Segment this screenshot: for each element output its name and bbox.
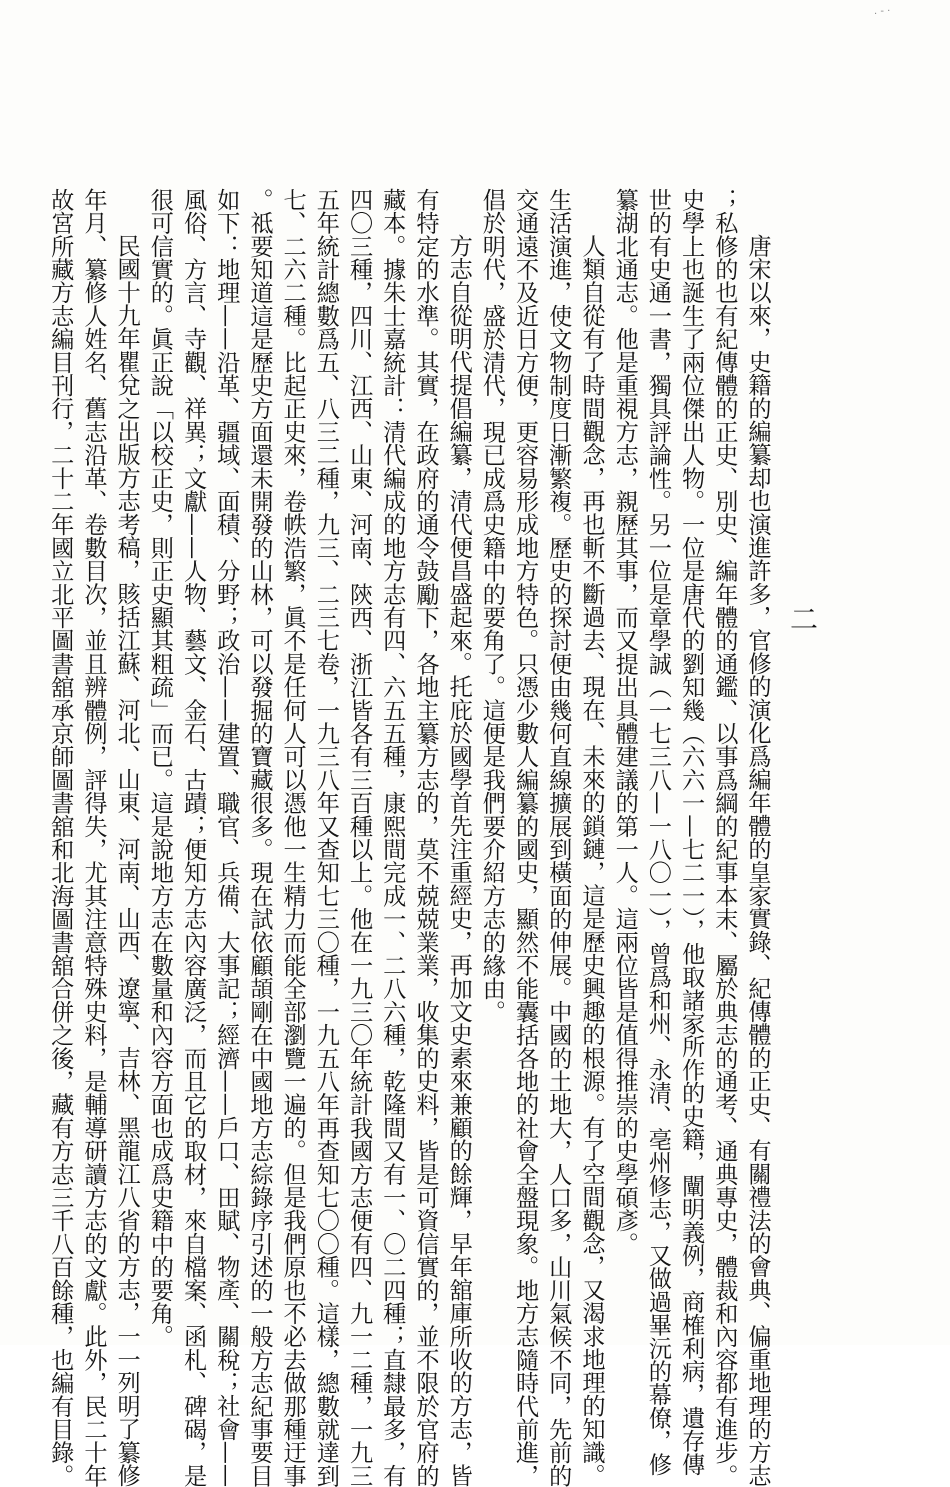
text-line: 有特定的水準。其實，在政府的通令鼓勵下，各地主纂方志的，莫不兢兢業業，收集的史料，皆是可資信實的，並不限於官府的 — [411, 188, 439, 1487]
text-line: 人類自從有了時間觀念，再也斬不斷過去、現在、未來的鎖鏈，這是歷史興趣的根源。有了空間觀念，又渴求地理的知識。 — [577, 234, 605, 1487]
text-line: 交通遠不及近日方便，更容易形成地方特色。只憑少數人編纂的國史，顯然不能囊括各地的社會全盤現象。地方志隨時代前進， — [511, 188, 539, 1487]
text-line: 很可信實的。眞正說「以校正史，則正史顯其粗疏」而已。這是說地方志在數量和內容方面也成爲史籍中的要角。 — [146, 188, 174, 1348]
text-line: 五年統計總數爲五、八三二種，九三、二三七卷，一九三八年又查知七三〇種，一九五八年再查知七〇〇種。這樣，總數就達到 — [312, 188, 340, 1487]
text-line: 藏本。據朱士嘉統計：清代編成的地方志有四、六五五種，康熙間完成一、二八六種，乾隆間又有一、〇二四種；直隸最多，有 — [378, 188, 406, 1487]
text-line: 纂湖北通志。他是重視方志，親歷其事，而又提出具體建議的第一人。這兩位皆是值得推崇的史學碩彥。 — [611, 188, 639, 1256]
scan-corner-mark: . - · — [874, 6, 891, 17]
text-line: 民國十九年瞿兌之出版方志考稿，賅括江蘇、河北、山東、河南、山西、遼寧、吉林、黑龍江八省的方志，一一列明了纂修 — [113, 234, 141, 1487]
text-line: 四〇三種，四川、江西、山東、河南、陝西、浙江皆各有三百種以上。他在一九三〇年統計我國方志便有四、九一二種，一九三 — [345, 188, 373, 1487]
text-line: 唐宋以來，史籍的編纂却也演進許多，官修的演化爲編年體的皇家實錄、紀傳體的正史、有關禮法的會典、偏重地理的方志 — [744, 234, 771, 1487]
text-line: 故宮所藏方志編目刊行，二十二年國立北平圖書舘承京師圖書舘和北海圖書舘合併之後，藏有方志三千八百餘種，也編有目錄。 — [46, 188, 74, 1487]
text-line: 年月、纂修人姓名、舊志沿革、卷數目次，並且辨體例，評得失，尤其注意特殊史料，是輔導研讀方志的文獻。此外，民二十年 — [79, 188, 107, 1487]
text-line: 風俗、方言、寺觀、祥異；文獻——人物、藝文、金石、古蹟；便知方志內容廣泛，而且它的取材，來自檔案、函札、碑碣，是 — [179, 188, 207, 1487]
text-line: 史學上也誕生了兩位傑出人物。一位是唐代的劉知幾（六六一—七二一），他取諸家所作的史籍，闡明義例，商榷利病，遺存傳 — [677, 188, 705, 1476]
text-line: 生活演進，使文物制度日漸繁複。歷史的探討便由幾何直線擴展到橫面的伸展。中國的土地大，人口多，山川氣候不同，先前的 — [544, 188, 572, 1487]
text-line: ；私修的也有紀傳體的正史、別史、編年體的通鑑、以事爲綱的紀事本末、屬於典志的通考、通典專史，體裁和內容都有進步。 — [710, 188, 738, 1487]
text-line: 方志自從明代提倡編纂，清代便昌盛起來。托庇於國學首先注重經史，再加文史素來兼顧的餘輝，早年舘庫所收的方志，皆 — [445, 234, 473, 1487]
text-line: 七、二六二種。比起正史來，卷帙浩繁，眞不是任何人可以憑他一生精力而能全部瀏覽一遍的。但是我們原也不必去做那種迂事 — [279, 188, 307, 1487]
vertical-text-body — [46, 188, 774, 1487]
text-line: 。祗要知道這是歷史方面還未開發的山林，可以發掘的寶藏很多。現在試依顧頡剛在中國地方志綜錄序引述的一般方志紀事要目 — [245, 188, 273, 1487]
text-line: 倡於明代，盛於清代，現已成爲史籍中的要角了。這便是我們要介紹方志的緣由。 — [478, 188, 506, 1024]
page-number: 二 — [790, 603, 819, 636]
text-line: 如下：地理——沿革、疆域、面積、分野；政治——建置、職官、兵備、大事記；經濟——戶口、田賦、物產、關稅；社會—— — [212, 188, 240, 1487]
text-line: 世的有史通一書，獨具評論性。另一位是章學誠（一七三八—一八〇一），曾爲和州、永清、亳州修志，又做過畢沅的幕僚，修 — [644, 188, 672, 1476]
